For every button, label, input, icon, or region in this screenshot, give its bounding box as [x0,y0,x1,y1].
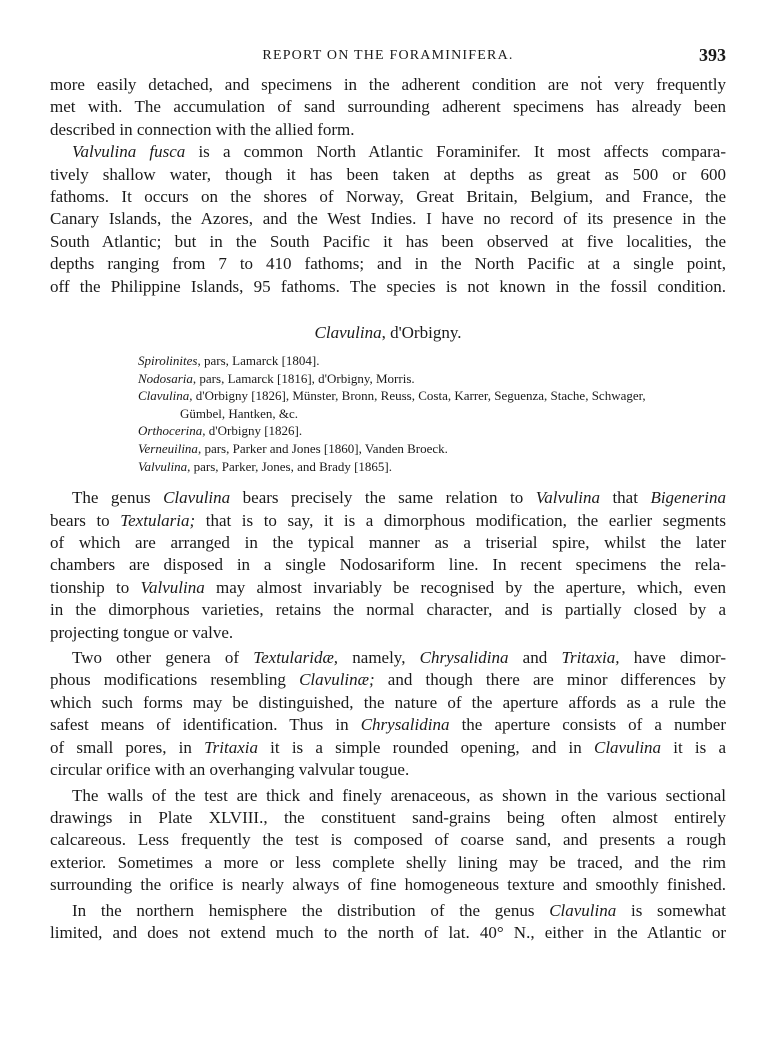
genus-name: Chrysalidina [360,715,450,735]
genus-name: Tritaxia, [561,648,620,668]
text-span: bears to [50,510,121,530]
valvulina-fusca-paragraph [50,141,726,298]
synonymy-entry [138,387,726,405]
text-line: fathoms. It occurs on the shores of Norway, Great Britain, Belgium, and France, the [50,187,726,207]
text-line: Canary Islands, the Azores, and the West Indies. I have no record of its presence in the [50,209,726,229]
text-line: off the Philippine Islands, 95 fathoms. The species is not known in the fossil condition. [50,276,726,296]
genus-relation-paragraph [50,487,726,644]
genus-name: Clavulina [314,323,382,343]
text-span: may almost invariably be recognised by the aperture, which, even [204,577,726,597]
text-line [50,737,726,759]
genus-name: Clavulina [593,737,662,757]
genus-name: Tritaxia [204,737,258,757]
text-span: the aperture consists of a number [449,715,726,735]
text-span: safest means of identification. Thus in [50,715,361,735]
text-span: of small pores, in [50,737,205,757]
genus-name: Bigenerina [650,488,726,508]
text-line: The walls of the test are thick and finely arenaceous, as shown in the various sectional [72,785,726,805]
text-line: chambers are disposed in a single Nodosariform line. In recent specimens the rela- [50,555,726,575]
text-line [50,669,726,691]
text-line: South Atlantic; but in the South Pacific it has been observed at five localities, the [50,231,726,251]
text-line [50,510,726,532]
text-span: Two other genera of [72,648,254,668]
running-title: REPORT ON THE FORAMINIFERA. [262,48,514,63]
text-span: bears precisely the same relation to [230,488,536,508]
synonym-name: Nodosaria [138,370,193,386]
text-line [50,647,726,669]
genus-author: , d'Orbigny. [381,323,462,343]
text-line: surrounding the orifice is nearly always of fine homogeneous texture and smoothly finished. [50,875,726,895]
text-span: and [508,648,562,668]
text-span: is a common North Atlantic Foraminifer. It most affects compara- [185,142,726,162]
synonymy-entry [138,440,726,458]
text-line: tively shallow water, though it has been taken at depths as great as 500 or 600 [50,164,726,184]
text-line: calcareous. Less frequently the test is composed of coarse sand, and presents a rough [50,830,726,850]
text-span: namely, [338,648,420,668]
synonym-name: Orthocerina [138,423,203,439]
synonym-name: Verneuilina [138,441,198,457]
text-line: in the dimorphous varieties, retains the normal character, and is partially closed by a [50,600,726,620]
synonym-citation: Gümbel, Hantken, &c. [180,405,299,421]
text-line: met with. The accumulation of sand surrounding adherent specimens has already been [50,97,726,117]
distribution-paragraph [50,900,726,945]
text-line [50,487,726,509]
synonym-citation: , pars, Lamarck [1816], d'Orbigny, Morris. [192,370,415,386]
synonym-citation: , d'Orbigny [1826], Münster, Bronn, Reuss, Costa, Karrer, Seguenza, Stache, Schwager, [189,388,646,404]
synonymy-entry [138,422,726,440]
text-span: it is a [661,737,726,757]
text-line: limited, and does not extend much to the north of lat. 40° N., either in the Atlantic or [50,922,726,942]
test-walls-paragraph [50,785,726,897]
text-span: tionship to [50,577,141,597]
text-line: more easily detached, and specimens in the adherent condition are not very frequently [50,75,726,94]
text-line: exterior. Sometimes a more or less complete shelly lining may be traced, and the rim [50,852,726,872]
intro-paragraph [50,74,726,141]
genus-name: Valvulina [535,488,600,508]
page-number: 393 [699,45,726,65]
text-span: The genus [72,488,164,508]
text-line [50,141,726,163]
synonymy-entry [138,370,726,388]
text-line: of which are arranged in the typical manner as a triserial spire, whilst the later [50,533,726,553]
synonymy-entry-continued [138,405,726,423]
text-span: that [599,488,651,508]
synonymy-entry [138,458,726,476]
running-header [50,44,726,70]
page [50,44,726,944]
text-line: which such forms may be distinguished, the nature of the aperture affords as a rule the [50,692,726,712]
text-span: is somewhat [616,900,726,920]
synonym-citation: , pars, Lamarck [1804]. [197,353,320,369]
species-name: Valvulina fusca [72,142,186,162]
text-line: depths ranging from 7 to 410 fathoms; and in the North Pacific at a single point, [50,254,726,274]
genus-name: Textularia; [120,510,196,530]
genus-name: Clavulina [549,900,617,920]
genus-name: Chrysalidina [419,648,509,668]
text-span: and though there are minor differences by [374,670,726,690]
genus-name: Clavulina [163,488,231,508]
synonym-citation: , d'Orbigny [1826]. [202,423,303,439]
synonym-name: Spirolinites [138,353,198,369]
text-span: In the northern hemisphere the distribution of the genus [72,900,550,920]
text-line: circular orifice with an overhanging valvular tougue. [50,760,410,780]
text-span: that is to say, it is a dimorphous modification, the earlier segments [195,510,726,530]
text-line: drawings in Plate XLVIII., the constituent sand-grains being often almost entirely [50,807,726,827]
text-span: have dimor- [619,648,726,668]
text-span: it is a simple rounded opening, and in [257,737,594,757]
other-genera-paragraph [50,647,726,781]
synonym-citation: , pars, Parker, Jones, and Brady [1865]. [187,458,393,474]
text-line: described in connection with the allied form. [50,119,355,139]
family-name: Textularidæ, [253,648,339,668]
genus-name: Valvulina [140,577,205,597]
synonym-name: Clavulina [138,388,190,404]
text-line [50,577,726,599]
text-span: phous modifications resembling [50,670,300,690]
synonym-citation: , pars, Parker and Jones [1860], Vanden Broeck. [197,441,448,457]
section-heading [50,323,726,343]
text-line [50,714,726,736]
synonym-name: Valvulina [138,458,188,474]
synonymy-entry [138,352,726,370]
text-line [50,900,726,922]
genus-name: Clavulinæ; [299,670,375,690]
synonymy-list [50,352,726,475]
text-line: projecting tongue or valve. [50,622,234,642]
